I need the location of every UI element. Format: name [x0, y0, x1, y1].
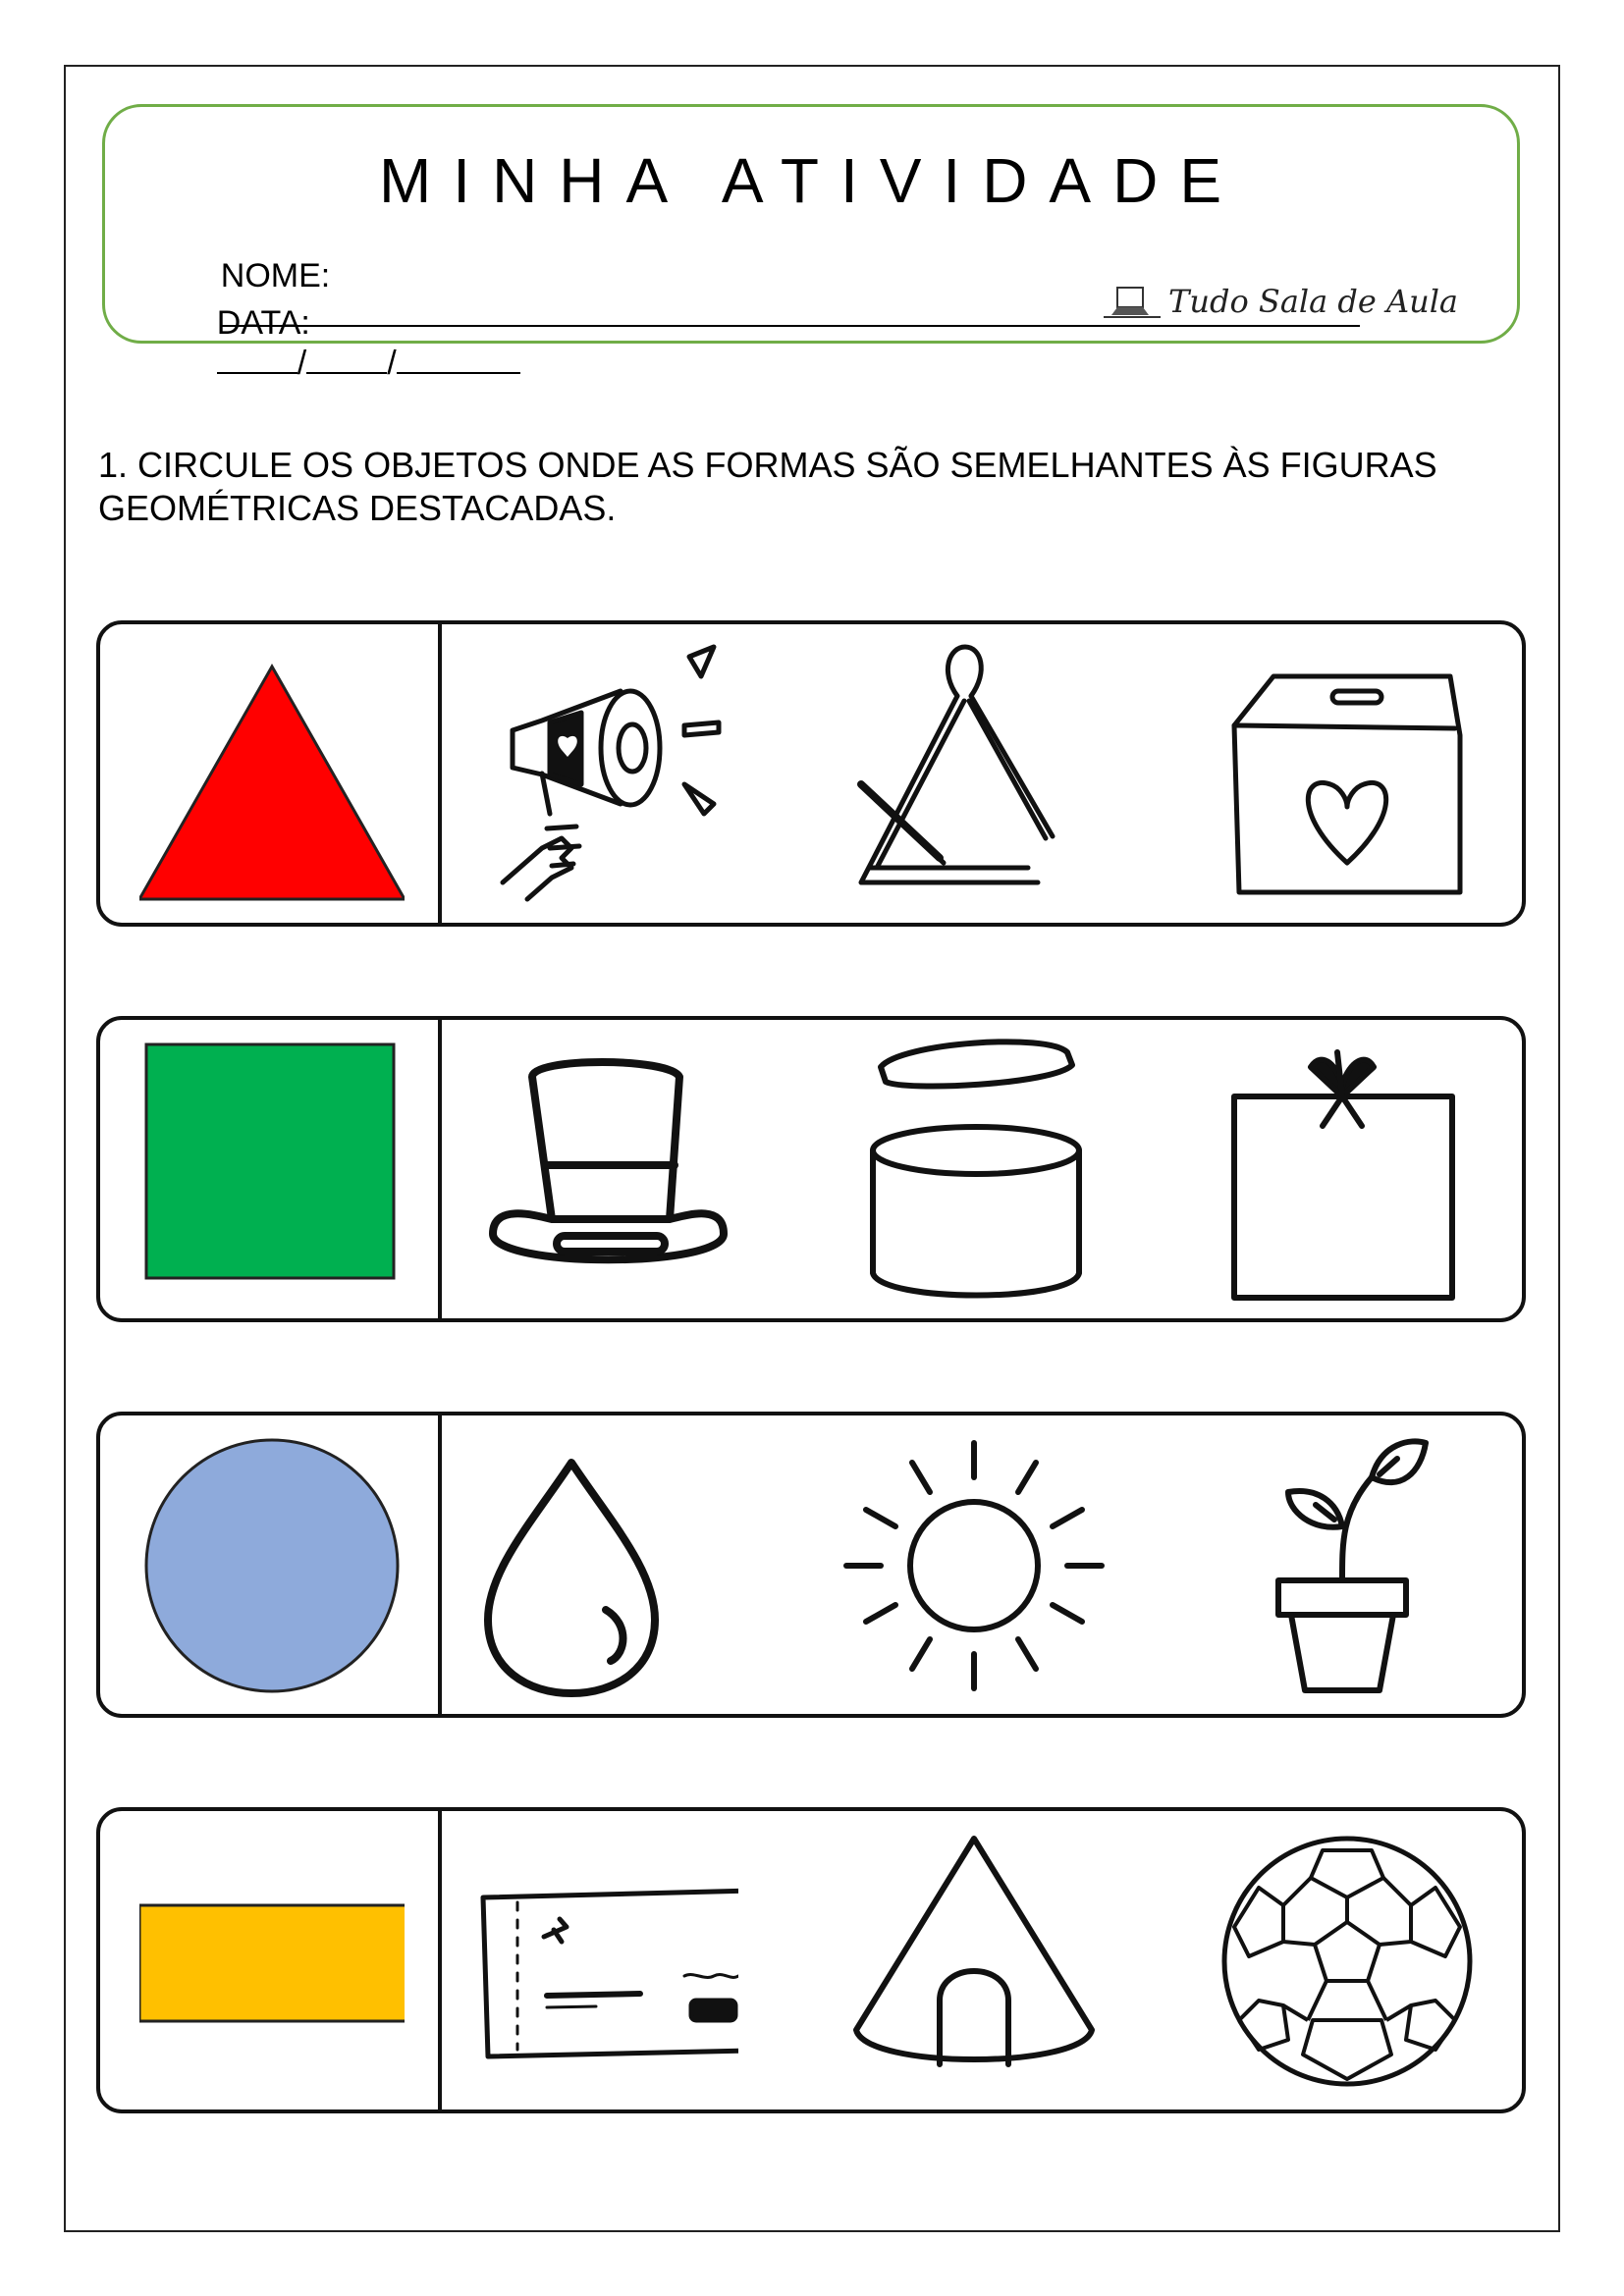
date-separator: / [297, 345, 307, 382]
name-label: NOME: [220, 257, 331, 294]
circle-shape [146, 1440, 398, 1691]
plant-pot-icon[interactable] [1215, 1433, 1480, 1698]
date-day-blank[interactable] [217, 343, 298, 374]
row-divider [438, 624, 442, 923]
exercise-row-triangle [96, 620, 1526, 927]
instruction-text: 1. CIRCULE OS OBJETOS ONDE AS FORMAS SÃO SEMELHANTES ÀS FIGURAS GEOMÉTRICAS DESTACADAS. [98, 445, 1437, 528]
megaphone-icon[interactable] [473, 642, 738, 907]
laptop-logo-icon [1104, 282, 1163, 321]
reference-shape-triangle [139, 642, 405, 907]
reference-shape-circle [139, 1433, 405, 1698]
soccer-ball-icon[interactable] [1215, 1829, 1480, 2094]
date-month-blank[interactable] [306, 343, 387, 374]
reference-shape-rectangle [139, 1829, 405, 2094]
top-hat-icon[interactable] [473, 1038, 738, 1303]
sun-icon[interactable] [841, 1433, 1107, 1698]
exercise-row-circle [96, 1412, 1526, 1718]
gift-icon[interactable] [1215, 1038, 1480, 1303]
exercise-row-rectangle [96, 1807, 1526, 2113]
page-title: MINHA ATIVIDADE [378, 145, 1244, 216]
tent-icon[interactable] [841, 1829, 1107, 2094]
row-divider [438, 1020, 442, 1318]
triangle-shape [139, 667, 405, 899]
reference-shape-square [139, 1038, 405, 1303]
row-divider [438, 1811, 442, 2109]
date-label: DATA: [216, 304, 310, 342]
square-shape [146, 1044, 394, 1278]
box-icon[interactable] [1215, 642, 1480, 907]
date-separator: / [387, 345, 397, 382]
date-field[interactable] [180, 266, 520, 421]
water-drop-icon[interactable] [473, 1433, 738, 1698]
exercise-row-square [96, 1016, 1526, 1322]
date-year-blank[interactable] [397, 343, 520, 374]
envelope-icon[interactable] [473, 1829, 738, 2094]
musical-triangle-icon[interactable] [841, 642, 1107, 907]
round-box-icon[interactable] [841, 1038, 1107, 1303]
header-box [102, 104, 1520, 382]
brand-logo [1104, 282, 1458, 321]
rectangle-shape [139, 1905, 405, 2021]
row-divider [438, 1415, 442, 1714]
logo-text: Tudo Sala de Aula [1168, 283, 1458, 320]
